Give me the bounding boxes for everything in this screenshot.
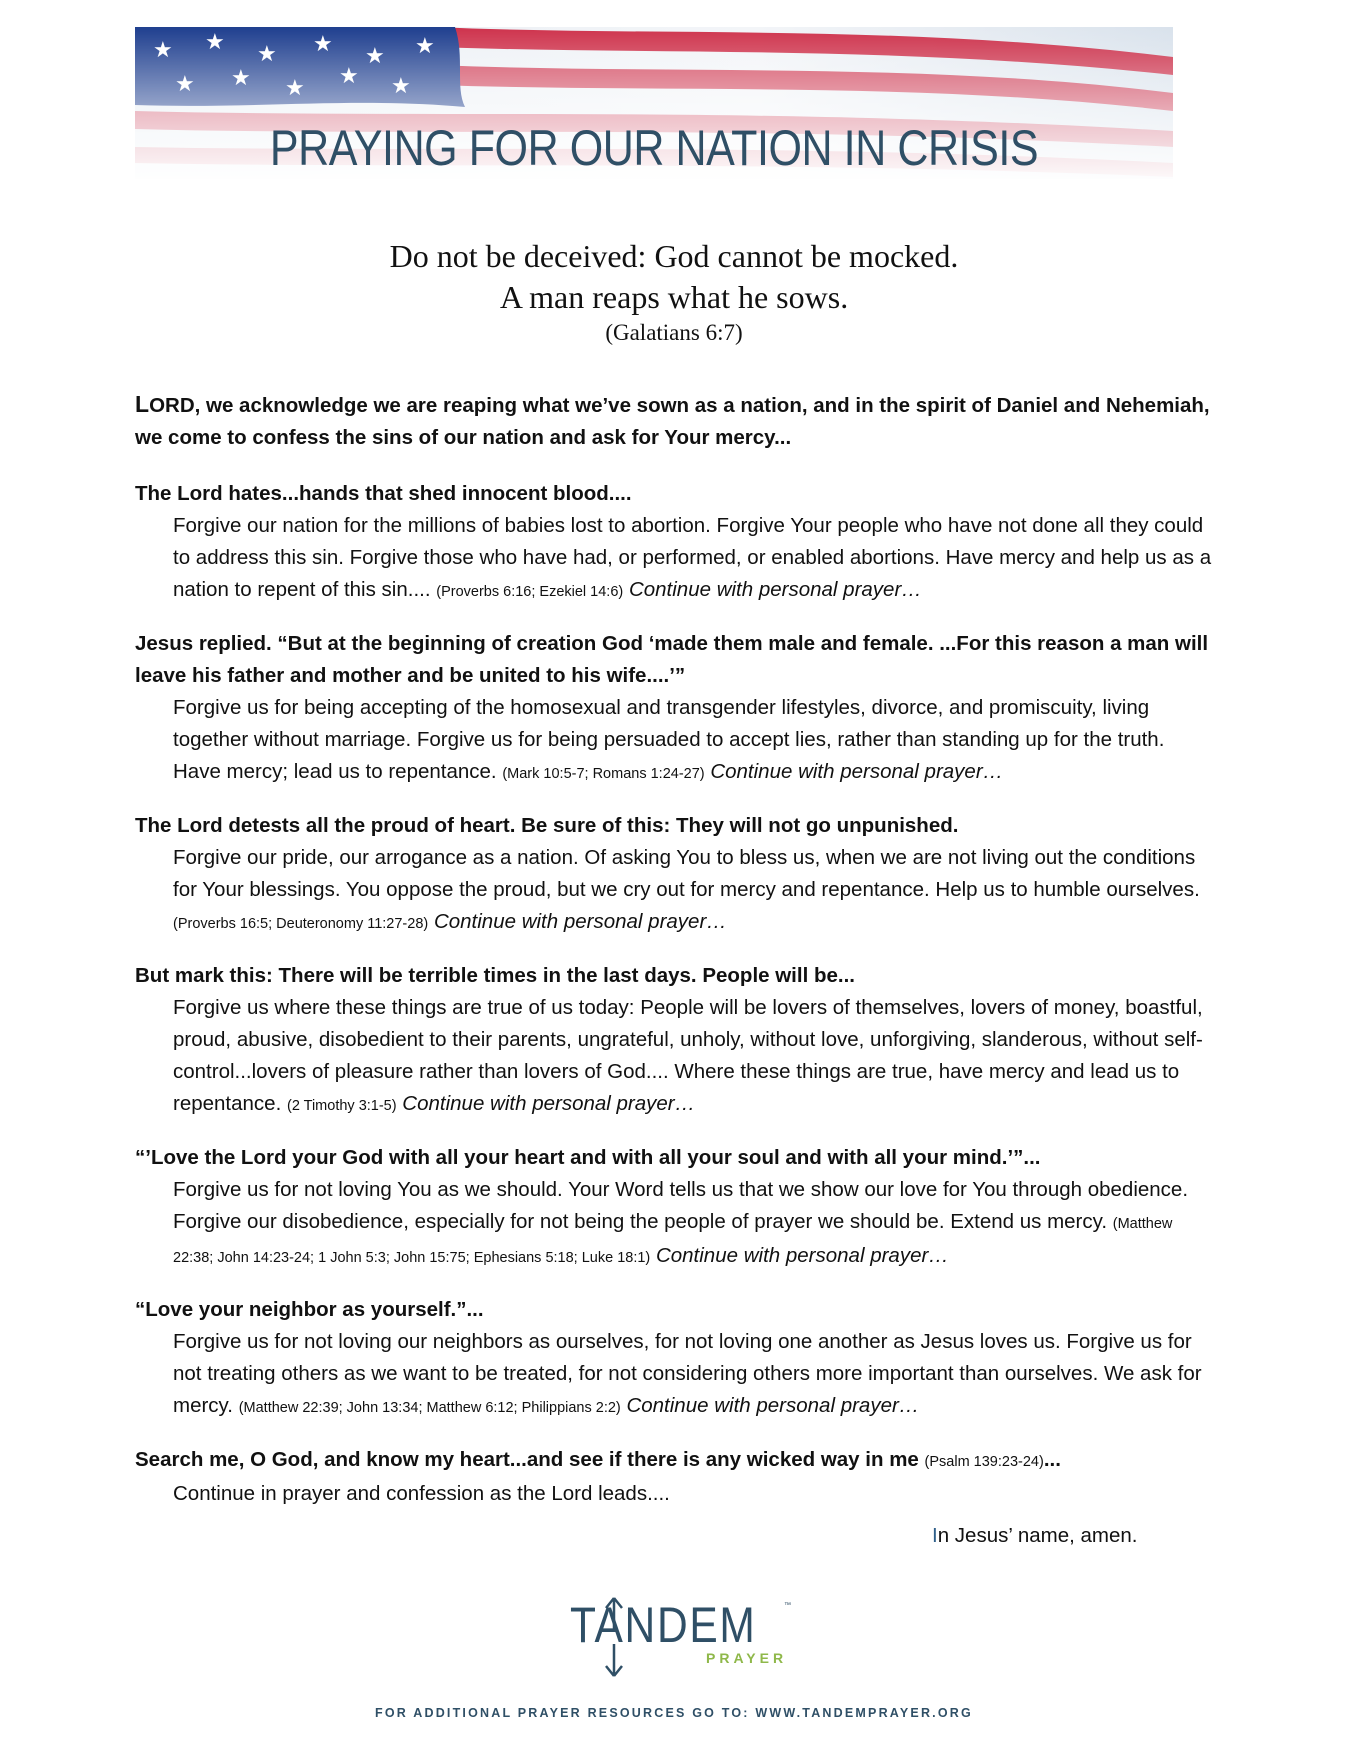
prayer-section [135, 960, 1215, 1122]
epigraph-line-2: A man reaps what he sows. [499, 279, 849, 315]
section-body [135, 1174, 1215, 1274]
section-text: Forgive us for not loving You as we should. Your Word tells us that we show our love for You through obedience. Forgive our disobedience, especially for not being the people of prayer we should be. Extend us mercy. [173, 1178, 1189, 1233]
section-heading: “’Love the Lord your God with all your heart and with all your soul and with all your mind.’”... [135, 1146, 1041, 1169]
continue-prompt: Continue with personal prayer… [402, 1092, 696, 1115]
prayer-section [135, 628, 1215, 790]
trademark-symbol: ™ [784, 1602, 791, 1609]
section-references: (Proverbs 6:16; Ezekiel 14:6) [436, 584, 624, 600]
final-heading [135, 1444, 1215, 1478]
section-references: (Mark 10:5-7; Romans 1:24-27) [502, 766, 705, 782]
logo-wordmark: TANDEM [570, 1597, 757, 1653]
section-references: (Proverbs 16:5; Deuteronomy 11:27-28) [173, 916, 429, 932]
section-text: Forgive our nation for the millions of babies lost to abortion. Forgive Your people who have not done all they could to address this sin. Forgive those who have had, or performed, or enabled abortions. Have mercy and help us as a nation to repent of this sin.... [173, 514, 1212, 601]
section-body [135, 1326, 1215, 1424]
section-references: (2 Timothy 3:1-5) [286, 1098, 397, 1114]
prayer-content [135, 388, 1215, 1530]
footer-resources: FOR ADDITIONAL PRAYER RESOURCES GO TO: WWW.TANDEMPRAYER.ORG [375, 1706, 973, 1720]
section-body [135, 510, 1215, 608]
closing-amen [932, 1524, 1138, 1548]
final-ellipsis: ... [1043, 1448, 1061, 1471]
section-heading: Jesus replied. “But at the beginning of creation God ‘made them male and female. ...For this reason a man will leave his father and mother and be united to his wife....’” [135, 632, 1209, 687]
continue-prompt: Continue with personal prayer… [655, 1244, 949, 1267]
prayer-section [135, 1294, 1215, 1424]
section-body [135, 842, 1215, 940]
section-heading: But mark this: There will be terrible times in the last days. People will be... [135, 964, 855, 987]
continue-prompt: Continue with personal prayer… [628, 578, 922, 601]
section-body [135, 692, 1215, 790]
section-heading: The Lord detests all the proud of heart. Be sure of this: They will not go unpunished. [135, 814, 959, 837]
banner [135, 27, 1173, 179]
continue-prompt: Continue with personal prayer… [433, 910, 727, 933]
section-heading: The Lord hates...hands that shed innocent blood.... [135, 482, 632, 505]
amen-first-letter: I [932, 1524, 938, 1547]
tandem-prayer-logo [520, 1596, 820, 1682]
intro-paragraph [135, 388, 1215, 454]
epigraph-line-1: Do not be deceived: God cannot be mocked. [389, 238, 959, 274]
prayer-section [135, 1142, 1215, 1274]
logo-subtitle: PRAYER [706, 1650, 788, 1666]
section-text: Forgive us for not loving our neighbors as ourselves, for not loving one another as Jesus loves us. Forgive us for not treating others as we want to be treated, for not considering others more important than ourselves. We ask for mercy. [173, 1330, 1202, 1417]
continue-prompt: Continue with personal prayer… [626, 1394, 920, 1417]
epigraph [0, 236, 1348, 348]
final-section [135, 1444, 1215, 1510]
prayer-section [135, 810, 1215, 940]
section-text: Forgive us where these things are true of us today: People will be lovers of themselves, lovers of money, boastful, proud, abusive, disobedient to their parents, ungrateful, unholy, without love, unforgiving, slanderous, without self-control...lovers of pleasure rather than lovers of God.... Where these things are true, have mercy and lead us to repentance. [173, 996, 1203, 1115]
section-body [135, 992, 1215, 1122]
prayer-section [135, 478, 1215, 608]
final-heading-text: Search me, O God, and know my heart...and see if there is any wicked way in me [135, 1448, 919, 1471]
epigraph-reference: (Galatians 6:7) [605, 320, 743, 345]
banner-title: PRAYING FOR OUR NATION IN CRISIS [269, 120, 1039, 176]
section-references: (Matthew 22:38; John 14:23-24; 1 John 5:3; John 15:75; Ephesians 5:18; Luke 18:1) [173, 1216, 1173, 1266]
intro-text: ORD, we acknowledge we are reaping what we’ve sown as a nation, and in the spirit of Daniel and Nehemiah, we come to confess the sins of our nation and ask for Your mercy... [135, 394, 1210, 449]
final-text: Continue in prayer and confession as the Lord leads.... [173, 1482, 670, 1505]
continue-prompt: Continue with personal prayer… [710, 760, 1004, 783]
section-text: Forgive us for being accepting of the homosexual and transgender lifestyles, divorce, and promiscuity, living together without marriage. Forgive us for being persuaded to accept lies, rather than standing up for the truth. Have mercy; lead us to repentance. [173, 696, 1165, 783]
amen-text: n Jesus’ name, amen. [937, 1524, 1138, 1547]
intro-lead-letter: L [135, 391, 150, 417]
final-references: (Psalm 139:23-24) [924, 1454, 1044, 1470]
section-references: (Matthew 22:39; John 13:34; Matthew 6:12; Philippians 2:2) [238, 1400, 621, 1416]
section-text: Forgive our pride, our arrogance as a nation. Of asking You to bless us, when we are not living out the conditions for Your blessings. You oppose the proud, but we cry out for mercy and repentance. Help us to humble ourselves. [173, 846, 1200, 901]
section-heading: “Love your neighbor as yourself.”... [135, 1298, 484, 1321]
